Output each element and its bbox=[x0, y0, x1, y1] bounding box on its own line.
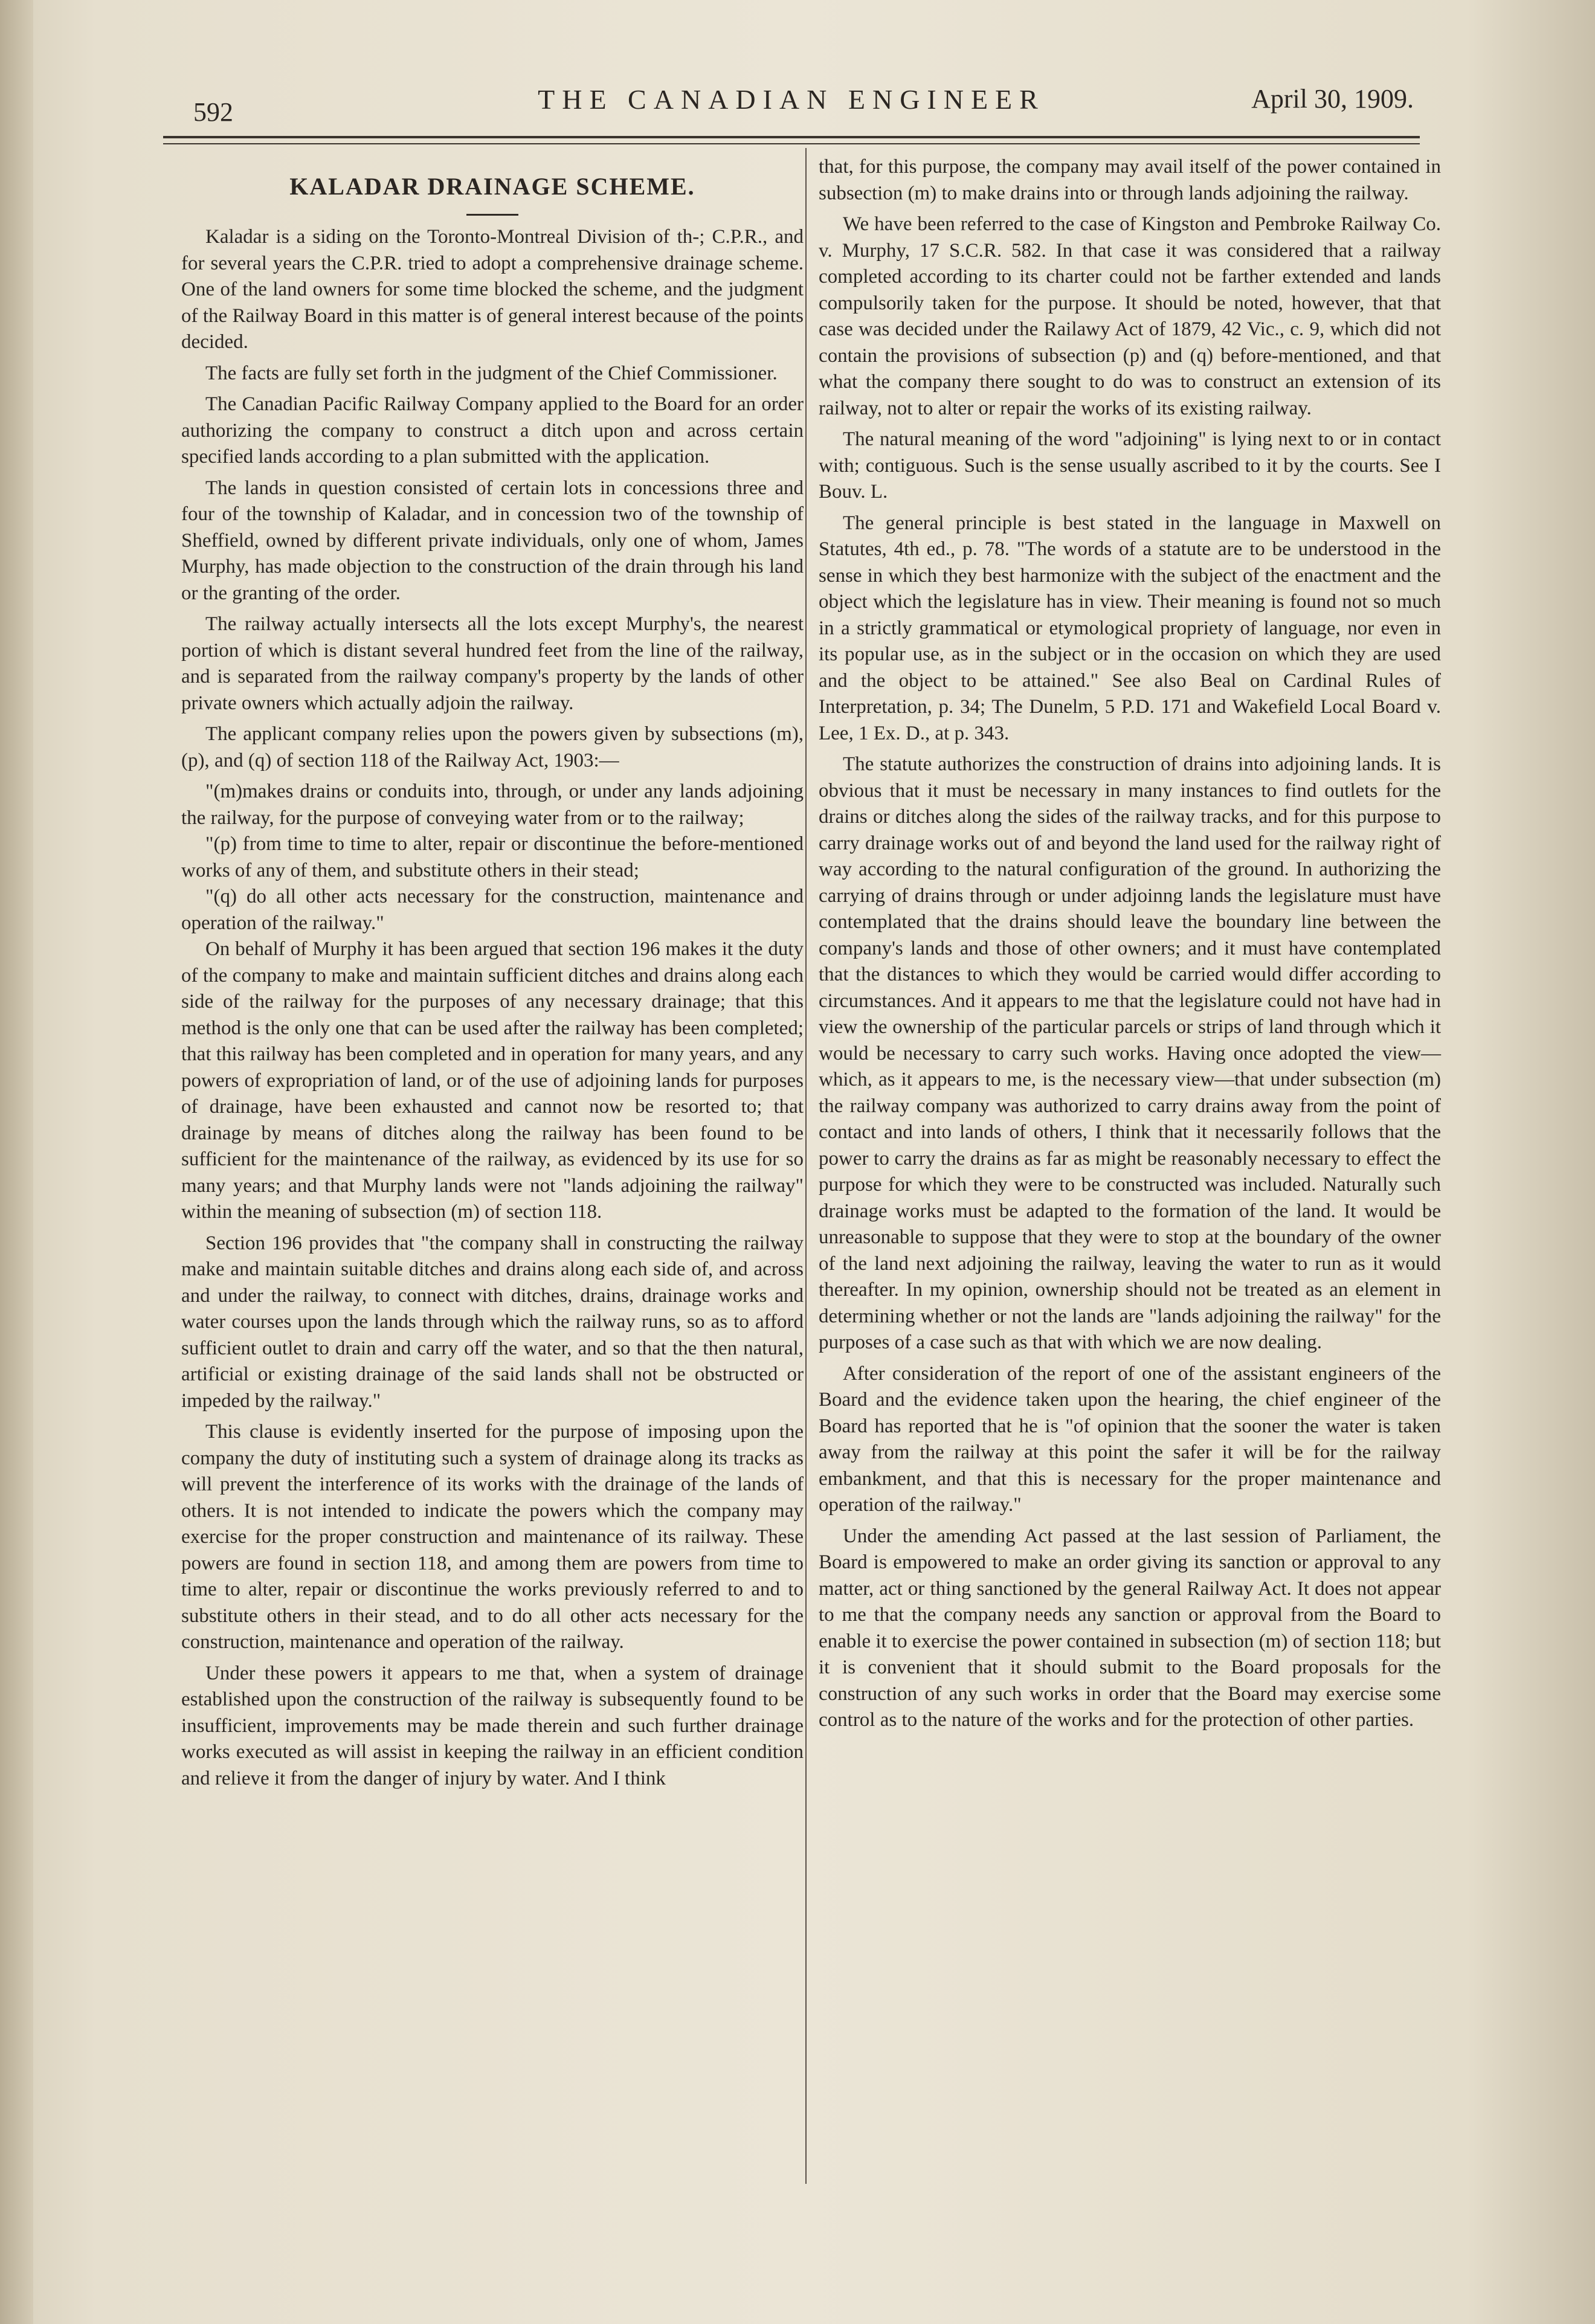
left-column bbox=[181, 154, 804, 1797]
quoted-subsection: "(p) from time to time to alter, repair or discontinue the before-mentioned works of any of them, and substitute others in their stead; bbox=[181, 833, 804, 881]
page-header bbox=[163, 72, 1420, 127]
paragraph: The general principle is best stated in the language in Maxwell on Statutes, 4th ed., p. 78. "The words of a statute are to be understood in the sense in which they best harmonize with the subject of the enactment and the object which the legislature has in view. Their meaning is found not so much in a strictly grammatical or etymological propriety of language, nor even in its popular use, as in the subject or in the occasion on which they are used and the object to be attained." See also Beal on Cardinal Rules of Interpretation, p. 34; The Dunelm, 5 P.D. 171 and Wakefield Local Board v. Lee, 1 Ex. D., at p. 343. bbox=[819, 512, 1441, 744]
quoted-subsection: "(q) do all other acts necessary for the construction, maintenance and operation of the railway." bbox=[181, 886, 804, 934]
paragraph: Section 196 provides that "the company shall in constructing the railway make and maintain suitable ditches and drains along each side of, and across and under the railway, to connect with ditches, drains, drainage works and water courses upon the lands through which the railway runs, so as to afford sufficient outlet to drain and carry off the water, and so that the then natural, artificial or existing drainage of the said lands shall not be obstructed or impeded by the railway." bbox=[181, 1232, 804, 1412]
right-column bbox=[819, 154, 1441, 1739]
paragraph: that, for this purpose, the company may avail itself of the power contained in subsection (m) to make drains into or through lands adjoining the railway. bbox=[819, 156, 1441, 204]
paragraph: The applicant company relies upon the powers given by subsections (m), (p), and (q) of section 118 of the Railway Act, 1903:— bbox=[181, 723, 804, 771]
paragraph: Under the amending Act passed at the last session of Parliament, the Board is empowered to make an order giving its sanction or approval to any matter, act or thing sanctioned by the general Railway Act. It does not appear to me that the company needs any sanction or approval from the Board to enable it to exercise the power contained in subsection (m) of section 118; but it is convenient that it should submit to the Board proposals for the construction of any such works in order that the Board may exercise some control as to the nature of the works and for the protection of other parties. bbox=[819, 1525, 1441, 1731]
paragraph: The facts are fully set forth in the judgment of the Chief Commissioner. bbox=[205, 362, 778, 384]
paragraph: On behalf of Murphy it has been argued that section 196 makes it the duty of the company to make and maintain sufficient ditches and drains along each side of the railway for the purposes of any necessary drainage; that this method is the only one that can be used after the railway has been completed; that this railway has been completed and in operation for many years, and any powers of expropriation of land, or of the use of adjoining lands for purposes of drainage, have been exhausted and cannot now be resorted to; that drainage by means of ditches along the railway has been found to be sufficient for the maintenance of the railway, as evidenced by its use for so many years; and that Murphy lands were not "lands adjoining the railway" within the meaning of subsection (m) of section 118. bbox=[181, 938, 804, 1223]
journal-title: THE CANADIAN ENGINEER bbox=[538, 84, 1045, 115]
paragraph: The railway actually intersects all the lots except Murphy's, the nearest portion of which is distant several hundred feet from the line of the railway, and is separated from the railway company's property by the lands of other private owners which actually adjoin the railway. bbox=[181, 613, 804, 714]
paragraph: This clause is evidently inserted for the purpose of imposing upon the company the duty of instituting such a system of drainage along its tracks as will prevent the interference of its works with the drainage of the lands of others. It is not intended to indicate the powers which the company may exercise for the proper construction and maintenance of its railway. These powers are found in section 118, and among them are powers from time to time to alter, repair or discontinue the works previously referred to and to substitute others in their stead, and to do all other acts necessary for the construction, maintenance and operation of the railway. bbox=[181, 1421, 804, 1653]
binding-edge bbox=[0, 0, 33, 2324]
column-divider bbox=[805, 148, 807, 2184]
paragraph: Under these powers it appears to me that, when a system of drainage established upon the construction of the railway is subsequently found to be insufficient, improvements may be made therein and such further drainage works executed as will assist in keeping the railway in an efficient condition and relieve it from the danger of injury by water. And I think bbox=[181, 1662, 804, 1789]
paragraph: The natural meaning of the word "adjoining" is lying next to or in contact with; contiguous. Such is the sense usually ascribed to it by the courts. See I Bouv. L. bbox=[819, 428, 1441, 503]
paragraph: The statute authorizes the construction of drains into adjoining lands. It is obvious that it must be necessary in many instances to find outlets for the drains or ditches along the sides of the railway tracks, and for this purpose to carry drainage works out of and beyond the land used for the railway right of way according to the natural configuration of the ground. In authorizing the carrying of drains through or under adjoinng lands the legislature must have contemplated that the drains should leave the boundary line between the company's lands and those of other owners; and it must have contemplated that the distances to which they would be carried would differ according to circumstances. And it appears to me that the legislature could not have had in view the ownership of the particular parcels or strips of land through which it would be necessary to carry such works. Having once adopted the view—which, as it appears to me, is the necessary view—that under subsection (m) the railway company was authorized to carry drains away from the point of contact and into lands of others, I think that it necessarily follows that the power to carry the drains as far as might be reasonably necessary to effect the purpose for which they were to be constructed was included. Naturally such drainage works must be adapted to the formation of the land. It would be unreasonable to suppose that they were to stop at the boundary of the owner of the land next adjoining the railway, leaving the water to run as it would thereafter. In my opinion, ownership should not be treated as an element in determining whether or not the lands are "lands adjoining the railway" for the purposes of a case such as that with which we are now dealing. bbox=[819, 753, 1441, 1353]
page-number: 592 bbox=[193, 97, 233, 127]
paragraph: The lands in question consisted of certain lots in concessions three and four of the township of Kaladar, and in concession two of the township of Sheffield, owned by different private individuals, only one of whom, James Murphy, has made objection to the construction of the drain through his land or the granting of the order. bbox=[181, 477, 804, 604]
header-rule-thin bbox=[163, 143, 1420, 144]
article-title: KALADAR DRAINAGE SCHEME. bbox=[289, 173, 695, 200]
paragraph: After consideration of the report of one of the assistant engineers of the Board and the evidence taken upon the hearing, the chief engineer of the Board has reported that he is "of opinion that the sooner the water is taken away from the railway at this point the safer it will be for the railway embankment, and that this is necessary for the proper maintenance and operation of the railway." bbox=[819, 1362, 1441, 1516]
paragraph: The Canadian Pacific Railway Company applied to the Board for an order authorizing the company to construct a ditch upon and across certain specified lands according to a plan submitted with the application. bbox=[181, 393, 804, 468]
paragraph: We have been referred to the case of Kingston and Pembroke Railway Co. v. Murphy, 17 S.C.R. 582. In that case it was considered that a railway completed according to its charter could not be farther extended and lands compulsorily taken for the purpose. It should be noted, however, that that case was decided under the Railawy Act of 1879, 42 Vic., c. 9, which did not contain the provisions of subsection (p) and (q) before-mentioned, and that what the company there sought to do was to construct an extension of its railway, not to alter or repair the works of its existing railway. bbox=[819, 213, 1441, 419]
paragraph: Kaladar is a siding on the Toronto-Montreal Division of th-; C.P.R., and for several years the C.P.R. tried to adopt a comprehensive drainage scheme. One of the land owners for some time blocked the scheme, and the judgment of the Railway Board in this matter is of general interest because of the points decided. bbox=[181, 226, 804, 353]
title-rule bbox=[466, 214, 518, 216]
issue-date: April 30, 1909. bbox=[1251, 84, 1414, 114]
quoted-subsection: "(m)makes drains or conduits into, through, or under any lands adjoining the railway, for the purpose of conveying water from or to the railway; bbox=[181, 781, 804, 829]
header-rule-thick bbox=[163, 136, 1420, 138]
